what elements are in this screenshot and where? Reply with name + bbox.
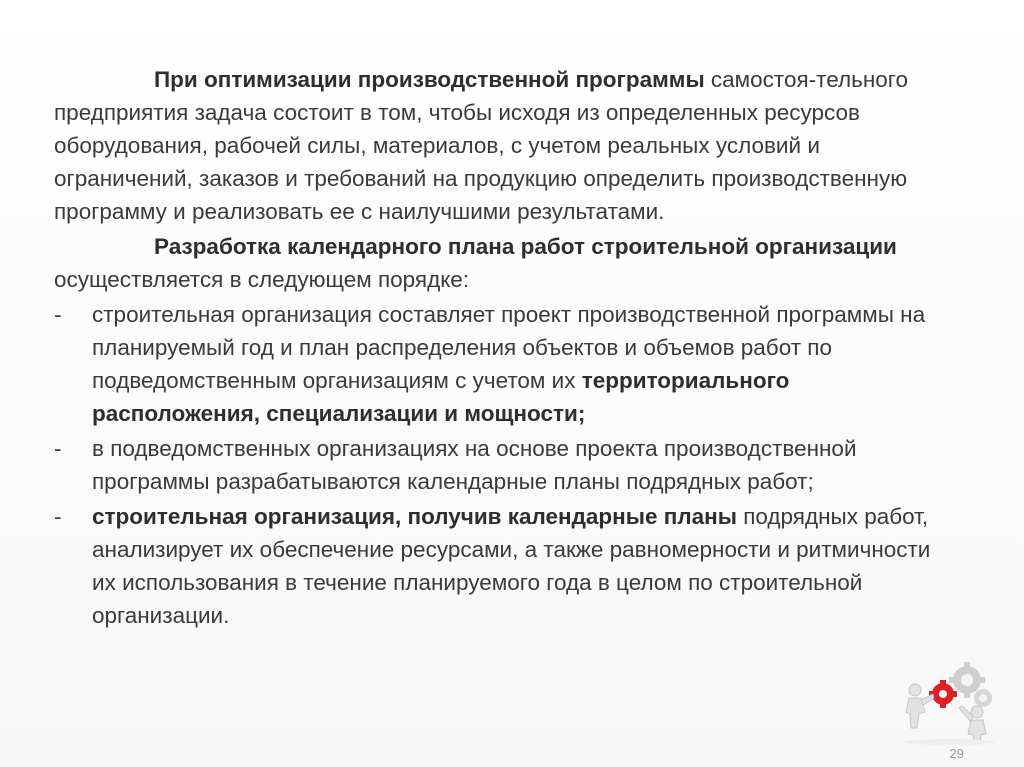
- list-dash: -: [54, 302, 62, 327]
- people-with-gears-icon: [895, 650, 1005, 745]
- list-dash: -: [54, 504, 62, 529]
- list-item-text: подрядных работ, анализирует их обеспечение ресурсами, а также равномерности и ритмичности их использования в течение планируемого года в целом по строительной организации.: [92, 504, 931, 628]
- list-item: [54, 298, 954, 430]
- figure-right-icon: [959, 706, 986, 744]
- list-item-bold: территориального расположения, специализации и мощности;: [92, 368, 790, 426]
- paragraph-optimization: [54, 63, 954, 228]
- list-item: [54, 500, 954, 632]
- list-item: [54, 432, 954, 498]
- paragraph-calendar-plan-text: осуществляется в следующем порядке:: [54, 267, 470, 292]
- paragraph-optimization-text: самостоя-тельного предприятия задача состоит в том, чтобы исходя из определенных ресурсов оборудования, рабочей силы, материалов, с учетом реальных условий и ограничений, заказов и требований на продукцию определить производственную программу и реализовать ее с наилучшими результатами.: [54, 67, 908, 224]
- list-item-text: в подведомственных организациях на основе проекта производственной программы разрабатываются календарные планы подрядных работ;: [92, 436, 857, 494]
- figure-left-icon: [906, 684, 934, 728]
- list-item-bold: строительная организация, получив календарные планы: [92, 504, 737, 529]
- list-item-text: строительная организация составляет проект производственной программы на планируемый год и план распределения объектов и объемов работ по подведомственным организациям с учетом их: [92, 302, 926, 393]
- paragraph-calendar-plan: [54, 230, 954, 296]
- page-number: 29: [949, 746, 964, 761]
- slide-content: [54, 63, 954, 632]
- list-dash: -: [54, 436, 62, 461]
- paragraph-calendar-plan-bold: Разработка календарного плана работ строительной организации: [154, 234, 897, 259]
- paragraph-optimization-bold: При оптимизации производственной программы: [154, 67, 705, 92]
- grey-gear-small-icon: [974, 689, 992, 707]
